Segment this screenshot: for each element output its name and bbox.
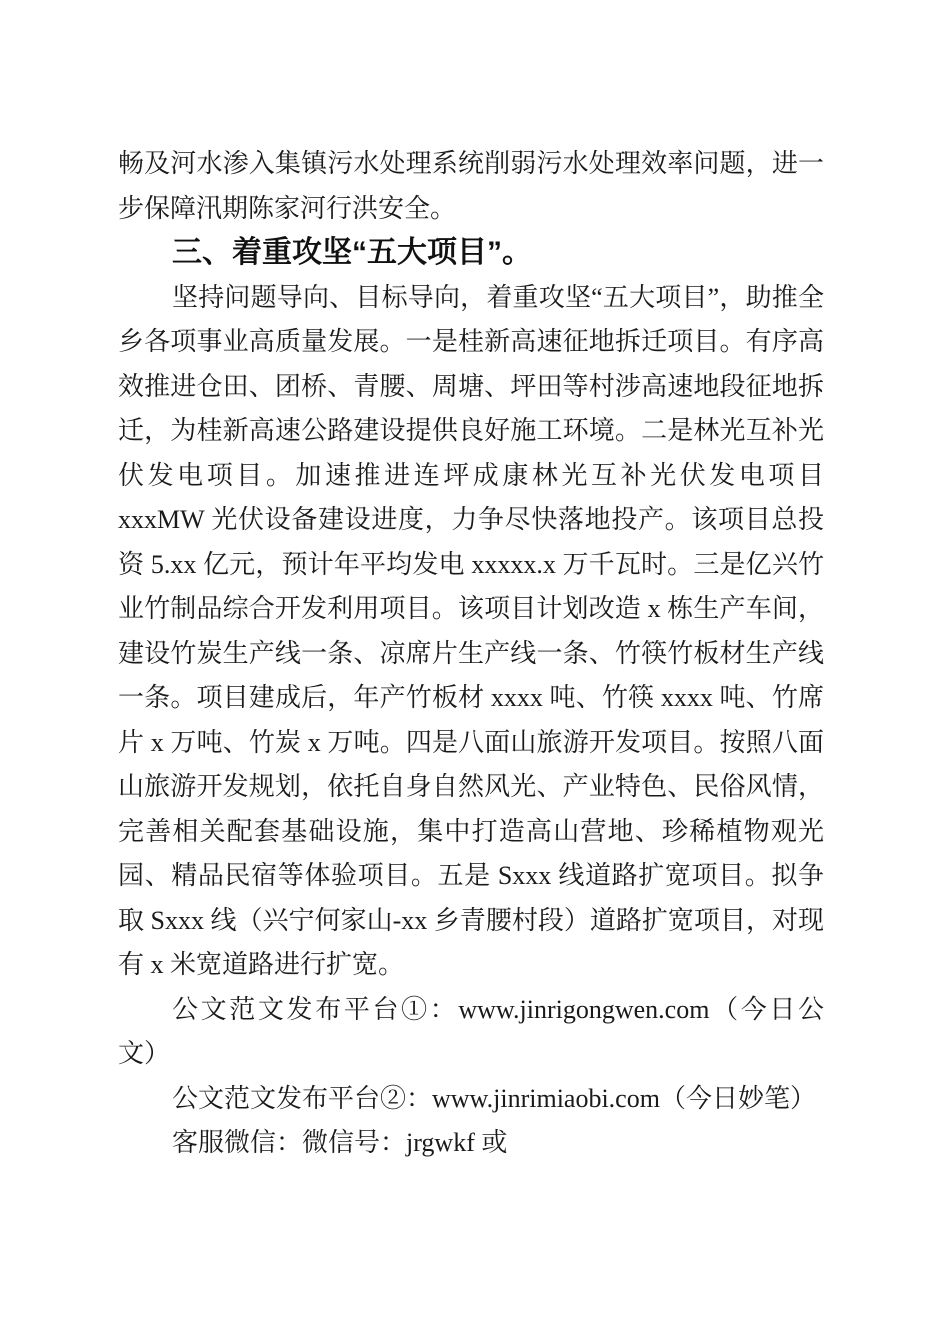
document-text-block [118, 142, 824, 1166]
section-heading-five-projects: 三、着重攻坚“五大项目”。 [172, 236, 532, 269]
paragraph-platform-2: 公文范文发布平台②：www.jinrimiaobi.com（今日妙笔） [172, 1083, 816, 1113]
paragraph-platform-1: 公文范文发布平台①：www.jinrigongwen.com（今日公文） [118, 994, 824, 1068]
paragraph-five-projects-body: 坚持问题导向、目标导向，着重攻坚“五大项目”，助推全乡各项事业高质量发展。一是桂新高速征地拆迁项目。有序高效推进仓田、团桥、青腰、周塘、坪田等村涉高速地段征地拆迁，为桂新高速公路建设提供良好施工环境。二是林光互补光伏发电项目。加速推进连坪成康林光互补光伏发电项目 xxxMW 光伏设备建设进度，力争尽快落地投产。该项目总投资 5.xx 亿元，预计年平均发电 xxxxx.x 万千瓦时。三是亿兴竹业竹制品综合开发利用项目。该项目计划改造 x 栋生产车间，建设竹炭生产线一条、凉席片生产线一条、竹筷竹板材生产线一条。项目建成后，年产竹板材 xxxx 吨、竹筷 xxxx 吨、竹席片 x 万吨、竹炭 x 万吨。四是八面山旅游开发项目。按照八面山旅游开发规划，依托自身自然风光、产业特色、民俗风情，完善相关配套基础设施，集中打造高山营地、珍稀植物观光园、精品民宿等体验项目。五是 Sxxx 线道路扩宽项目。拟争取 Sxxx 线（兴宁何家山-xx 乡青腰村段）道路扩宽项目，对现有 x 米宽道路进行扩宽。 [118, 282, 824, 979]
paragraph-continuation: 畅及河水渗入集镇污水处理系统削弱污水处理效率问题，进一步保障汛期陈家河行洪安全。 [118, 149, 824, 223]
paragraph-customer-service-wechat: 客服微信：微信号：jrgwkf 或 [172, 1128, 508, 1157]
